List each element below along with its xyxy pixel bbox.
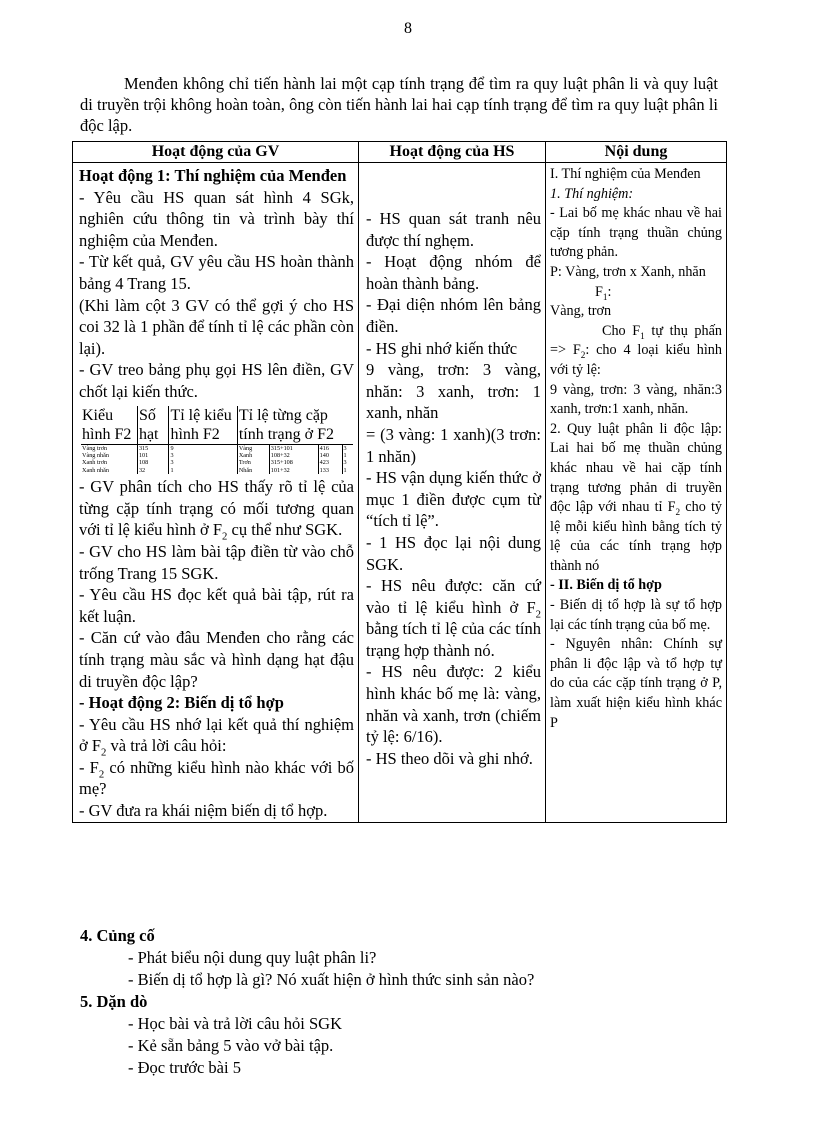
content-text: Cho $F_1$ tự thụ phấn => $F_2$: cho 4 loại kiểu hình với tỷ lệ: — [550, 322, 722, 378]
mini-header: Số hạt — [137, 406, 169, 445]
mini-cell: 3 — [169, 452, 237, 459]
mini-cell: Xanh nhăn — [82, 466, 109, 474]
mini-cell: 315+101 — [269, 444, 318, 452]
content-cell — [546, 163, 727, 823]
mini-cell: 315+108 — [269, 459, 318, 466]
teacher-step: - GV treo bảng phụ gọi HS lên điền, GV chốt lại kiến thức. — [79, 360, 354, 401]
mini-cell: 3 — [342, 444, 353, 452]
mini-cell: 101+32 — [269, 467, 318, 474]
lesson-table — [72, 141, 727, 823]
teacher-step: - Yêu cầu HS đọc kết quả bài tập, rút ra kết luận. — [79, 585, 354, 626]
page-number: 8 — [404, 20, 412, 37]
student-step: = (3 vàng: 1 xanh)(3 trơn: 1 nhăn) — [366, 424, 541, 466]
header-gv: Hoạt động của GV — [73, 142, 359, 163]
content-text: - Nguyên nhân: Chính sự phân li độc lập và tổ hợp tự do của các cặp tính trạng ở P, làm xuất hiện kiểu hình khác P — [550, 636, 722, 731]
mini-cell: Xanh — [237, 452, 269, 459]
header-hs: Hoạt động của HS — [359, 142, 546, 163]
teacher-step: - GV phân tích cho HS thấy rõ tỉ lệ của từng cặp tính trạng có mối tương quan với tỉ lệ kiểu hình ở $F_2$ cụ thể như SGK. — [79, 477, 354, 543]
section-5-title: 5. Dặn dò — [80, 992, 148, 1011]
mini-cell: 133 — [318, 467, 342, 474]
student-step: - HS nêu được: căn cứ vào tỉ lệ kiểu hình ở $F_2$ bằng tích tỉ lệ của các tính trạng hợp thành nó. — [366, 576, 541, 660]
section-4-title: 4. Củng cố — [80, 926, 155, 945]
mini-row — [81, 452, 353, 459]
student-step: - Đại diện nhóm lên bảng điền. — [366, 295, 541, 336]
mini-cell: 9 — [169, 444, 237, 452]
mini-cell: 140 — [318, 452, 342, 459]
content-text: - Lai bố mẹ khác nhau về hai cặp tính trạng thuần chủng tương phản. — [550, 205, 722, 261]
content-text: Vàng, trơn — [550, 303, 612, 320]
teacher-step: (Khi làm cột 3 GV có thể gợi ý cho HS coi 32 là 1 phần để tính tỉ lệ các phần còn lại). — [79, 295, 354, 358]
activity-2-title: - Hoạt động 2: Biến dị tổ hợp — [79, 693, 284, 713]
mini-row — [81, 444, 353, 452]
content-heading-1: I. Thí nghiệm của Menđen — [550, 166, 701, 182]
mini-row — [81, 467, 353, 474]
student-step: - HS theo dõi và ghi nhớ. — [366, 748, 533, 768]
mini-cell: 315 — [137, 444, 169, 452]
mini-cell: Nhăn — [237, 467, 269, 474]
mini-header: Kiểu hình F2 — [81, 406, 137, 445]
footer-sections — [80, 925, 740, 1079]
mini-cell: 1 — [342, 452, 353, 459]
mini-cell: 3 — [342, 459, 353, 466]
section-5-item: - Học bài và trả lời câu hỏi SGK — [128, 1014, 343, 1033]
student-step: - HS nêu được: 2 kiểu hình khác bố mẹ là: vàng, nhăn và xanh, trơn (chiếm tỷ lệ: 6/16). — [366, 662, 541, 747]
teacher-step: - Từ kết quả, GV yêu cầu HS hoàn thành bảng 4 Trang 15. — [79, 252, 354, 293]
mini-cell: 108 — [137, 459, 169, 466]
teacher-activity-cell — [73, 163, 359, 823]
mini-cell: 101 — [137, 452, 169, 459]
student-step: - HS vận dụng kiến thức ở mục 1 điền được cụm từ “tích tỉ lệ”. — [366, 468, 541, 531]
section-4-item: - Biến dị tổ hợp là gì? Nó xuất hiện ở hình thức sinh sản nào? — [128, 970, 535, 989]
mini-cell: 423 — [318, 459, 342, 466]
content-heading-2: - II. Biến dị tổ hợp — [550, 577, 662, 594]
header-content: Nội dung — [546, 142, 727, 163]
teacher-step: - GV đưa ra khái niệm biến dị tổ hợp. — [79, 801, 328, 821]
teacher-step: - Yêu cầu HS quan sát hình 4 SGk, nghiên cứu thông tin và trình bày thí nghiệm của Menđen. — [79, 187, 354, 250]
content-text: 2. Quy luật phân li độc lập: Lai hai bố mẹ thuần chủng khác nhau về hai cặp tính trạng tương phản di truyền độc lập với nhau tỉ $F_2$ cho tỷ lệ mỗi kiểu hình bằng tích tỷ lệ của các tính trạng hợp thành nó — [550, 420, 722, 574]
student-step: - 1 HS đọc lại nội dung SGK. — [366, 532, 541, 574]
content-text: $F_1$: — [595, 283, 612, 302]
results-mini-table — [81, 406, 353, 475]
section-4-item: - Phát biểu nội dung quy luật phân li? — [128, 948, 377, 967]
student-step: - HS quan sát tranh nêu được thí nghẹm. — [366, 209, 541, 250]
mini-header: Tỉ lệ từng cặp tính trạng ở F2 — [237, 406, 353, 445]
mini-cell: 1 — [169, 467, 237, 474]
mini-header: Tỉ lệ kiểu hình F2 — [169, 406, 237, 445]
activity-1-title: Hoạt động 1: Thí nghiệm của Menđen — [79, 166, 347, 185]
mini-cell: Xanh trơn — [82, 459, 108, 467]
content-subheading: 1. Thí nghiệm: — [550, 185, 634, 202]
content-text: - Biến dị tổ hợp là sự tổ hợp lại các tính trạng của bố mẹ. — [550, 597, 722, 633]
mini-cell: 3 — [169, 459, 237, 466]
intro-paragraph: Menđen không chỉ tiến hành lai một cạp tính trạng để tìm ra quy luật phân li và quy luật di truyền trội không hoàn toàn, ông còn tiến hành lai hai cạp tính trạng để tìm ra quy luật phân li độc lập. — [80, 74, 718, 135]
content-text: 9 vàng, trơn: 3 vàng, nhăn:3 xanh, trơn:1 xanh, nhăn. — [550, 381, 722, 418]
mini-cell: Vàng — [237, 444, 269, 452]
content-text: P: Vàng, trơn x Xanh, nhăn — [550, 263, 706, 280]
teacher-step: - Yêu cầu HS nhớ lại kết quả thí nghiệm ở $F_2$ và trả lời câu hỏi: — [79, 714, 354, 759]
mini-cell: 32 — [137, 467, 169, 474]
mini-cell: Vàng trơn — [82, 444, 108, 452]
teacher-step: - Căn cứ vào đâu Menđen cho rằng các tính trạng màu sắc và hình dạng hạt đậu di truyền độc lập? — [79, 628, 354, 691]
mini-cell: 1 — [342, 467, 353, 474]
student-step: - Hoạt động nhóm để hoàn thành bảng. — [366, 252, 541, 293]
student-step: 9 vàng, trơn: 3 vàng, nhăn: 3 xanh, trơn: 1 xanh, nhăn — [366, 360, 541, 423]
teacher-step: - $F_2$ có những kiểu hình nào khác với bố mẹ? — [79, 757, 354, 799]
teacher-step: - GV cho HS làm bài tập điền từ vào chỗ trống Trang 15 SGK. — [79, 541, 354, 583]
mini-cell: Vàng nhăn — [82, 451, 109, 459]
mini-cell: Trơn — [237, 459, 269, 466]
mini-cell: 416 — [318, 444, 342, 452]
student-step: - HS ghi nhớ kiến thức — [366, 338, 518, 358]
section-5-item: - Đọc trước bài 5 — [128, 1058, 241, 1077]
mini-row — [81, 459, 353, 466]
mini-cell: 108+32 — [269, 452, 318, 459]
student-activity-cell — [359, 163, 546, 823]
section-5-item: - Kẻ sẵn bảng 5 vào vở bài tập. — [128, 1036, 334, 1055]
